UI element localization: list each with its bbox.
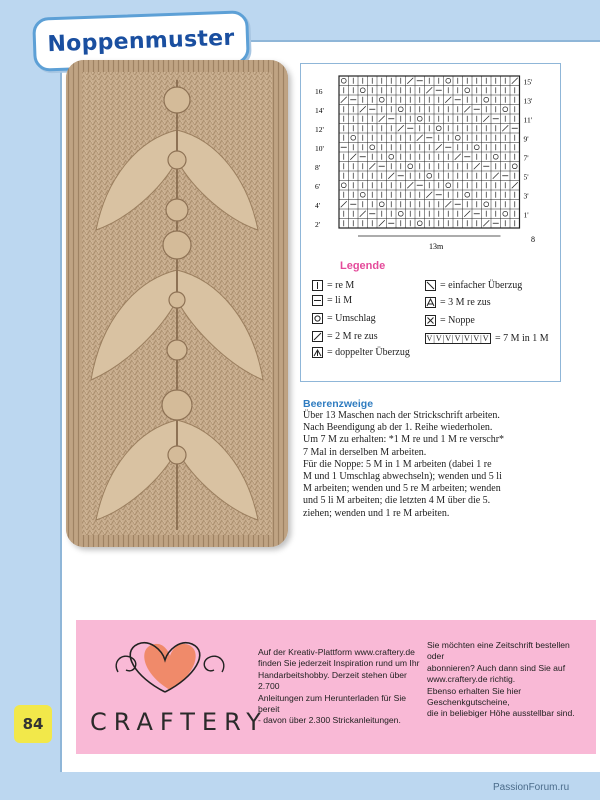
seven-in-one-symbol-icon: V|V|V|V|V|V|V xyxy=(426,334,490,343)
chart-row-label: 12' xyxy=(315,125,324,134)
legend-item: = Noppe xyxy=(425,315,475,326)
promo-text-right: Sie möchten eine Zeitschrift bestellen oder abonnieren? Auch dann sind Sie auf www.craftery.de richtig. Ebenso erhalten Sie hier Geschenkgutscheine, die in beliebiger Höhe ausstellbar sind. xyxy=(427,640,575,719)
promo-text-left: Auf der Kreativ-Plattform www.craftery.de finden Sie jederzeit Inspiration rund um Ihr Handarbeitshobby. Derzeit stehen über 2.700 Anleitungen zum Herunterladen für Sie bereit - davon über 2.300 Strickanleitungen. xyxy=(258,647,420,726)
chart-row-label: 7' xyxy=(523,153,529,163)
legend-item: = doppelter Überzug xyxy=(312,347,410,358)
knitting-chart xyxy=(301,64,560,254)
chart-row-label: 5' xyxy=(523,172,529,182)
legend-item: = einfacher Überzug xyxy=(425,280,522,291)
bobble-symbol-icon xyxy=(425,315,436,326)
purl-symbol-icon xyxy=(312,295,323,306)
double-decrease-symbol-icon xyxy=(312,347,323,358)
chart-row-label: 4' xyxy=(315,201,321,210)
chart-row-label: 16 xyxy=(315,87,323,96)
legend-item: = li M xyxy=(312,295,352,306)
swatch-illustration xyxy=(66,60,288,547)
chart-row-label: 13' xyxy=(523,96,533,106)
legend-item: = re M xyxy=(312,280,354,291)
knitted-swatch-photo xyxy=(66,60,288,547)
instructions-text: Über 13 Maschen nach der Strickschrift arbeiten. Nach Beendigung ab der 1. Reihe wiederholen. Um 7 M zu erhalten: *1 M re und 1 M re verschr* 7 Mal in derselben M arbeiten. Für die Noppe: 5 M in 1 M arbeiten (dabei 1 re M und 1 Umschlag abwechseln); wenden und 5 li M arbeiten; wenden und 5 re M arbeiten; wenden und 5 li M arbeiten; die letzten 4 M über die 5. ziehen; wenden und 1 re M arbeiten. xyxy=(303,410,505,519)
legend-item: = 2 M re zus xyxy=(312,331,378,342)
chart-row-label: 15' xyxy=(523,77,533,87)
chart-row-label: 1' xyxy=(523,210,529,220)
page-number: 84 xyxy=(14,705,52,743)
page-title: Noppenmuster xyxy=(47,25,235,57)
chart-row-label: 10' xyxy=(315,144,324,153)
yarn-over-symbol-icon xyxy=(312,313,323,324)
chart-row-label: 9' xyxy=(523,134,529,144)
legend-title: Legende xyxy=(340,260,386,272)
chart-row-label: 11' xyxy=(523,115,533,125)
chart-row-label: 14' xyxy=(315,106,324,115)
chart-row-label: 6' xyxy=(315,182,321,191)
chart-grid xyxy=(315,76,533,236)
chart-bottom-label: 13m xyxy=(429,242,444,251)
knit-symbol-icon xyxy=(312,280,323,291)
legend-item: V|V|V|V|V|V|V = 7 M in 1 M xyxy=(426,333,549,344)
chart-row-label: 2' xyxy=(315,220,321,229)
craftery-logo-text: CRAFTERY xyxy=(90,708,268,736)
ssk-symbol-icon xyxy=(425,280,436,291)
k3tog-symbol-icon xyxy=(425,297,436,308)
craftery-heart-logo-icon xyxy=(110,632,230,702)
legend-item: = 3 M re zus xyxy=(425,297,491,308)
chart-row-label: 3' xyxy=(523,191,529,201)
chart-row-label: 8' xyxy=(315,163,321,172)
legend-item: = Umschlag xyxy=(312,313,376,324)
k2tog-symbol-icon xyxy=(312,331,323,342)
chart-corner-note: 8 xyxy=(531,235,535,244)
section-title: Beerenzweige xyxy=(303,398,374,410)
watermark: PassionForum.ru xyxy=(493,782,570,793)
